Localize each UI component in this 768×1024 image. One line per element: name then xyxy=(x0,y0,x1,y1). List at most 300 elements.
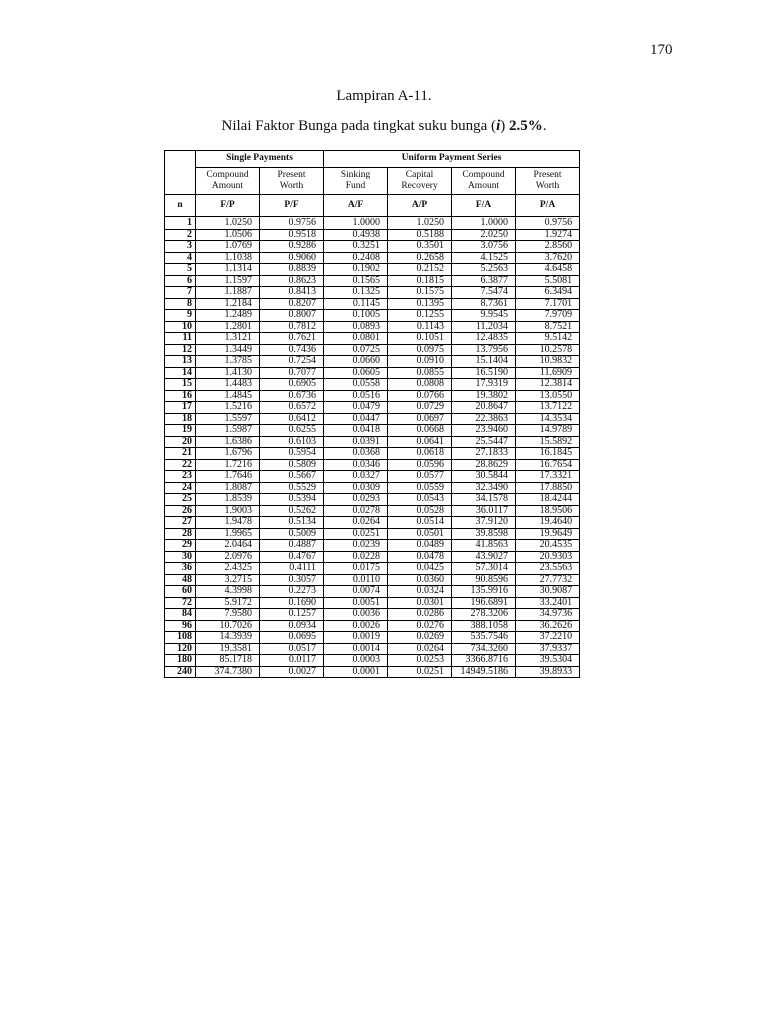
period-n: 13 xyxy=(165,356,196,368)
af-value: 0.0251 xyxy=(324,528,388,540)
table-row xyxy=(165,666,580,678)
table-row xyxy=(165,356,580,368)
pa-value: 37.2210 xyxy=(516,632,580,644)
period-n: 72 xyxy=(165,597,196,609)
ap-value: 0.2658 xyxy=(388,252,452,264)
pa-value: 15.5892 xyxy=(516,436,580,448)
period-n: 12 xyxy=(165,344,196,356)
fa-value: 4.1525 xyxy=(452,252,516,264)
pf-value: 0.6905 xyxy=(260,379,324,391)
symbol-ap: A/P xyxy=(388,195,452,217)
table-row xyxy=(165,379,580,391)
pf-value: 0.0695 xyxy=(260,632,324,644)
fp-value: 1.5987 xyxy=(196,425,260,437)
pf-value: 0.0517 xyxy=(260,643,324,655)
fp-value: 1.1597 xyxy=(196,275,260,287)
table-row xyxy=(165,505,580,517)
fp-value: 2.4325 xyxy=(196,563,260,575)
af-value: 0.0725 xyxy=(324,344,388,356)
period-n: 240 xyxy=(165,666,196,678)
pa-value: 5.5081 xyxy=(516,275,580,287)
af-value: 0.0558 xyxy=(324,379,388,391)
ap-value: 0.0253 xyxy=(388,655,452,667)
af-value: 0.0014 xyxy=(324,643,388,655)
fp-value: 1.0506 xyxy=(196,229,260,241)
pf-value: 0.1257 xyxy=(260,609,324,621)
af-value: 0.1565 xyxy=(324,275,388,287)
fa-value: 388.1058 xyxy=(452,620,516,632)
period-n: 8 xyxy=(165,298,196,310)
fa-value: 23.9460 xyxy=(452,425,516,437)
ap-value: 0.0975 xyxy=(388,344,452,356)
fp-value: 1.7216 xyxy=(196,459,260,471)
period-n: 24 xyxy=(165,482,196,494)
pa-value: 3.7620 xyxy=(516,252,580,264)
appendix-label: Lampiran A-11. xyxy=(336,88,432,104)
fp-value: 1.5597 xyxy=(196,413,260,425)
pf-value: 0.9518 xyxy=(260,229,324,241)
pf-value: 0.3057 xyxy=(260,574,324,586)
table-row xyxy=(165,586,580,598)
pf-value: 0.5954 xyxy=(260,448,324,460)
pf-value: 0.6572 xyxy=(260,402,324,414)
pa-value: 13.0550 xyxy=(516,390,580,402)
fa-value: 3.0756 xyxy=(452,241,516,253)
fa-value: 535.7546 xyxy=(452,632,516,644)
fp-value: 19.3581 xyxy=(196,643,260,655)
ap-value: 0.0276 xyxy=(388,620,452,632)
period-n: 26 xyxy=(165,505,196,517)
af-value: 0.0278 xyxy=(324,505,388,517)
pa-value: 14.9789 xyxy=(516,425,580,437)
fa-value: 17.9319 xyxy=(452,379,516,391)
pa-value: 18.4244 xyxy=(516,494,580,506)
fp-value: 1.9965 xyxy=(196,528,260,540)
table-row xyxy=(165,620,580,632)
fa-value: 28.8629 xyxy=(452,459,516,471)
period-n: 14 xyxy=(165,367,196,379)
af-value: 0.0036 xyxy=(324,609,388,621)
af-value: 0.0801 xyxy=(324,333,388,345)
table-row xyxy=(165,390,580,402)
af-value: 0.1145 xyxy=(324,298,388,310)
fp-value: 1.9003 xyxy=(196,505,260,517)
pf-value: 0.8413 xyxy=(260,287,324,299)
period-n: 108 xyxy=(165,632,196,644)
fa-value: 41.8563 xyxy=(452,540,516,552)
sub-header-row xyxy=(165,168,580,195)
pa-value: 37.9337 xyxy=(516,643,580,655)
fa-value: 9.9545 xyxy=(452,310,516,322)
fa-value: 25.5447 xyxy=(452,436,516,448)
fp-value: 4.3998 xyxy=(196,586,260,598)
pa-value: 30.9087 xyxy=(516,586,580,598)
fp-value: 3.2715 xyxy=(196,574,260,586)
period-n: 17 xyxy=(165,402,196,414)
pa-value: 16.7654 xyxy=(516,459,580,471)
af-value: 0.0391 xyxy=(324,436,388,448)
af-value: 0.0026 xyxy=(324,620,388,632)
fp-value: 10.7026 xyxy=(196,620,260,632)
pf-value: 0.8007 xyxy=(260,310,324,322)
period-n: 21 xyxy=(165,448,196,460)
pa-value: 39.8933 xyxy=(516,666,580,678)
ap-value: 0.0514 xyxy=(388,517,452,529)
period-n: 84 xyxy=(165,609,196,621)
af-value: 0.0346 xyxy=(324,459,388,471)
period-n: 18 xyxy=(165,413,196,425)
pa-value: 20.9303 xyxy=(516,551,580,563)
fa-value: 32.3490 xyxy=(452,482,516,494)
af-value: 0.0293 xyxy=(324,494,388,506)
fp-value: 85.1718 xyxy=(196,655,260,667)
table-row xyxy=(165,367,580,379)
period-n: 120 xyxy=(165,643,196,655)
ap-value: 0.3501 xyxy=(388,241,452,253)
table-row xyxy=(165,494,580,506)
table-row xyxy=(165,551,580,563)
af-value: 0.0418 xyxy=(324,425,388,437)
pa-value: 13.7122 xyxy=(516,402,580,414)
ap-value: 0.0269 xyxy=(388,632,452,644)
sub-header-compound-amount-series: Compound Amount xyxy=(452,168,516,195)
blank-corner xyxy=(165,151,196,168)
fp-value: 1.2489 xyxy=(196,310,260,322)
period-n: 28 xyxy=(165,528,196,540)
table-row xyxy=(165,252,580,264)
pf-value: 0.9286 xyxy=(260,241,324,253)
period-n: 1 xyxy=(165,217,196,230)
table-row xyxy=(165,540,580,552)
af-value: 0.0516 xyxy=(324,390,388,402)
table-row xyxy=(165,333,580,345)
fa-value: 196.6891 xyxy=(452,597,516,609)
pf-value: 0.5394 xyxy=(260,494,324,506)
group-header-row xyxy=(165,151,580,168)
af-value: 0.0110 xyxy=(324,574,388,586)
table-row xyxy=(165,632,580,644)
pa-value: 18.9506 xyxy=(516,505,580,517)
pf-value: 0.0934 xyxy=(260,620,324,632)
af-value: 0.0309 xyxy=(324,482,388,494)
fa-value: 22.3863 xyxy=(452,413,516,425)
table-row xyxy=(165,574,580,586)
pf-value: 0.5262 xyxy=(260,505,324,517)
pa-value: 7.9709 xyxy=(516,310,580,322)
af-value: 0.1902 xyxy=(324,264,388,276)
factor-table-body xyxy=(165,217,580,678)
sub-header-compound-amount: Compound Amount xyxy=(196,168,260,195)
ap-value: 0.1255 xyxy=(388,310,452,322)
fa-value: 15.1404 xyxy=(452,356,516,368)
pf-value: 0.6103 xyxy=(260,436,324,448)
period-n: 16 xyxy=(165,390,196,402)
fp-value: 1.2801 xyxy=(196,321,260,333)
table-row xyxy=(165,241,580,253)
table-row xyxy=(165,643,580,655)
fa-value: 3366.8716 xyxy=(452,655,516,667)
pf-value: 0.9060 xyxy=(260,252,324,264)
pf-value: 0.9756 xyxy=(260,217,324,230)
title-middle: ) xyxy=(500,118,509,134)
fp-value: 14.3939 xyxy=(196,632,260,644)
af-value: 0.0660 xyxy=(324,356,388,368)
sub-header-capital-recovery: Capital Recovery xyxy=(388,168,452,195)
ap-value: 0.0729 xyxy=(388,402,452,414)
fa-value: 16.5190 xyxy=(452,367,516,379)
af-value: 0.4938 xyxy=(324,229,388,241)
af-value: 1.0000 xyxy=(324,217,388,230)
period-n: 22 xyxy=(165,459,196,471)
table-row xyxy=(165,321,580,333)
title-suffix: . xyxy=(542,118,547,134)
pa-value: 20.4535 xyxy=(516,540,580,552)
pa-value: 4.6458 xyxy=(516,264,580,276)
pa-value: 36.2626 xyxy=(516,620,580,632)
fa-value: 7.5474 xyxy=(452,287,516,299)
pf-value: 0.7436 xyxy=(260,344,324,356)
pa-value: 9.5142 xyxy=(516,333,580,345)
fa-value: 36.0117 xyxy=(452,505,516,517)
af-value: 0.0239 xyxy=(324,540,388,552)
pa-value: 2.8560 xyxy=(516,241,580,253)
symbol-pa: P/A xyxy=(516,195,580,217)
ap-value: 0.0251 xyxy=(388,666,452,678)
table-row xyxy=(165,459,580,471)
ap-value: 0.0577 xyxy=(388,471,452,483)
fp-value: 1.6796 xyxy=(196,448,260,460)
period-n: 6 xyxy=(165,275,196,287)
pf-value: 0.5809 xyxy=(260,459,324,471)
table-row xyxy=(165,344,580,356)
ap-value: 0.0264 xyxy=(388,643,452,655)
symbol-fa: F/A xyxy=(452,195,516,217)
fp-value: 1.4845 xyxy=(196,390,260,402)
pf-value: 0.8839 xyxy=(260,264,324,276)
blank-corner-mid xyxy=(165,168,196,195)
pf-value: 0.8623 xyxy=(260,275,324,287)
period-n: 36 xyxy=(165,563,196,575)
pa-value: 7.1701 xyxy=(516,298,580,310)
pf-value: 0.4767 xyxy=(260,551,324,563)
table-row xyxy=(165,402,580,414)
sub-header-present-worth-series: Present Worth xyxy=(516,168,580,195)
period-n: 96 xyxy=(165,620,196,632)
fa-value: 135.9916 xyxy=(452,586,516,598)
ap-value: 0.0766 xyxy=(388,390,452,402)
table-row xyxy=(165,413,580,425)
ap-value: 0.0360 xyxy=(388,574,452,586)
period-n: 29 xyxy=(165,540,196,552)
fp-value: 1.3785 xyxy=(196,356,260,368)
ap-value: 0.0489 xyxy=(388,540,452,552)
pa-value: 33.2401 xyxy=(516,597,580,609)
fa-value: 13.7956 xyxy=(452,344,516,356)
sub-header-sinking-fund: Sinking Fund xyxy=(324,168,388,195)
af-value: 0.3251 xyxy=(324,241,388,253)
af-value: 0.0019 xyxy=(324,632,388,644)
fa-value: 12.4835 xyxy=(452,333,516,345)
fp-value: 1.1314 xyxy=(196,264,260,276)
fa-value: 39.8598 xyxy=(452,528,516,540)
ap-value: 0.0618 xyxy=(388,448,452,460)
fp-value: 374.7380 xyxy=(196,666,260,678)
symbol-n: n xyxy=(165,195,196,217)
period-n: 30 xyxy=(165,551,196,563)
pa-value: 27.7732 xyxy=(516,574,580,586)
symbol-pf: P/F xyxy=(260,195,324,217)
pa-value: 19.9649 xyxy=(516,528,580,540)
pa-value: 1.9274 xyxy=(516,229,580,241)
table-row xyxy=(165,471,580,483)
period-n: 23 xyxy=(165,471,196,483)
pf-value: 0.1690 xyxy=(260,597,324,609)
fa-value: 27.1833 xyxy=(452,448,516,460)
fp-value: 1.3449 xyxy=(196,344,260,356)
pa-value: 17.8850 xyxy=(516,482,580,494)
symbol-af: A/F xyxy=(324,195,388,217)
table-title xyxy=(0,118,768,135)
table-row xyxy=(165,310,580,322)
ap-value: 0.0501 xyxy=(388,528,452,540)
fp-value: 1.2184 xyxy=(196,298,260,310)
ap-value: 0.0301 xyxy=(388,597,452,609)
period-n: 10 xyxy=(165,321,196,333)
fa-value: 30.5844 xyxy=(452,471,516,483)
period-n: 27 xyxy=(165,517,196,529)
pa-value: 19.4640 xyxy=(516,517,580,529)
period-n: 9 xyxy=(165,310,196,322)
ap-value: 0.0808 xyxy=(388,379,452,391)
period-n: 3 xyxy=(165,241,196,253)
af-value: 0.0264 xyxy=(324,517,388,529)
table-row xyxy=(165,298,580,310)
symbol-fp: F/P xyxy=(196,195,260,217)
table-row xyxy=(165,448,580,460)
page-number: 170 xyxy=(650,42,673,58)
fp-value: 1.8539 xyxy=(196,494,260,506)
fa-value: 14949.5186 xyxy=(452,666,516,678)
ap-value: 0.1815 xyxy=(388,275,452,287)
table-row xyxy=(165,229,580,241)
period-n: 20 xyxy=(165,436,196,448)
period-n: 7 xyxy=(165,287,196,299)
af-value: 0.0175 xyxy=(324,563,388,575)
period-n: 19 xyxy=(165,425,196,437)
ap-value: 0.0697 xyxy=(388,413,452,425)
pf-value: 0.8207 xyxy=(260,298,324,310)
fp-value: 2.0976 xyxy=(196,551,260,563)
pa-value: 8.7521 xyxy=(516,321,580,333)
af-value: 0.0479 xyxy=(324,402,388,414)
af-value: 0.0327 xyxy=(324,471,388,483)
pa-value: 10.2578 xyxy=(516,344,580,356)
ap-value: 0.0528 xyxy=(388,505,452,517)
fa-value: 278.3206 xyxy=(452,609,516,621)
ap-value: 0.0641 xyxy=(388,436,452,448)
ap-value: 0.0668 xyxy=(388,425,452,437)
ap-value: 0.1143 xyxy=(388,321,452,333)
fa-value: 43.9027 xyxy=(452,551,516,563)
ap-value: 0.1051 xyxy=(388,333,452,345)
ap-value: 0.0543 xyxy=(388,494,452,506)
pa-value: 14.3534 xyxy=(516,413,580,425)
symbol-header-row xyxy=(165,195,580,217)
table-row xyxy=(165,563,580,575)
pf-value: 0.4111 xyxy=(260,563,324,575)
ap-value: 0.0425 xyxy=(388,563,452,575)
fp-value: 1.4130 xyxy=(196,367,260,379)
ap-value: 0.0910 xyxy=(388,356,452,368)
pa-value: 16.1845 xyxy=(516,448,580,460)
fa-value: 34.1578 xyxy=(452,494,516,506)
pa-value: 12.3814 xyxy=(516,379,580,391)
period-n: 4 xyxy=(165,252,196,264)
ap-value: 0.5188 xyxy=(388,229,452,241)
pf-value: 0.4887 xyxy=(260,540,324,552)
fp-value: 1.3121 xyxy=(196,333,260,345)
period-n: 2 xyxy=(165,229,196,241)
table-row xyxy=(165,264,580,276)
pa-value: 34.9736 xyxy=(516,609,580,621)
af-value: 0.0893 xyxy=(324,321,388,333)
table-row xyxy=(165,528,580,540)
fp-value: 1.1887 xyxy=(196,287,260,299)
table-row xyxy=(165,425,580,437)
title-prefix: Nilai Faktor Bunga pada tingkat suku bunga ( xyxy=(221,118,497,134)
af-value: 0.0001 xyxy=(324,666,388,678)
pa-value: 0.9756 xyxy=(516,217,580,230)
period-n: 60 xyxy=(165,586,196,598)
af-value: 0.0003 xyxy=(324,655,388,667)
pf-value: 0.5667 xyxy=(260,471,324,483)
fp-value: 1.9478 xyxy=(196,517,260,529)
ap-value: 0.0286 xyxy=(388,609,452,621)
period-n: 11 xyxy=(165,333,196,345)
pf-value: 0.5529 xyxy=(260,482,324,494)
title-symbol: i xyxy=(496,118,501,134)
af-value: 0.0605 xyxy=(324,367,388,379)
pa-value: 23.5563 xyxy=(516,563,580,575)
fa-value: 734.3260 xyxy=(452,643,516,655)
period-n: 180 xyxy=(165,655,196,667)
fp-value: 5.9172 xyxy=(196,597,260,609)
ap-value: 0.2152 xyxy=(388,264,452,276)
af-value: 0.0074 xyxy=(324,586,388,598)
fp-value: 1.0769 xyxy=(196,241,260,253)
pf-value: 0.0117 xyxy=(260,655,324,667)
fa-value: 2.0250 xyxy=(452,229,516,241)
fa-value: 1.0000 xyxy=(452,217,516,230)
pa-value: 11.6909 xyxy=(516,367,580,379)
ap-value: 0.0324 xyxy=(388,586,452,598)
ap-value: 0.0596 xyxy=(388,459,452,471)
fp-value: 2.0464 xyxy=(196,540,260,552)
fa-value: 11.2034 xyxy=(452,321,516,333)
table-row xyxy=(165,217,580,230)
fa-value: 19.3802 xyxy=(452,390,516,402)
fa-value: 90.8596 xyxy=(452,574,516,586)
pf-value: 0.2273 xyxy=(260,586,324,598)
pf-value: 0.0027 xyxy=(260,666,324,678)
af-value: 0.1325 xyxy=(324,287,388,299)
ap-value: 0.1395 xyxy=(388,298,452,310)
af-value: 0.0228 xyxy=(324,551,388,563)
pf-value: 0.6412 xyxy=(260,413,324,425)
fa-value: 6.3877 xyxy=(452,275,516,287)
title-rate: 2.5% xyxy=(508,118,543,134)
pf-value: 0.5009 xyxy=(260,528,324,540)
